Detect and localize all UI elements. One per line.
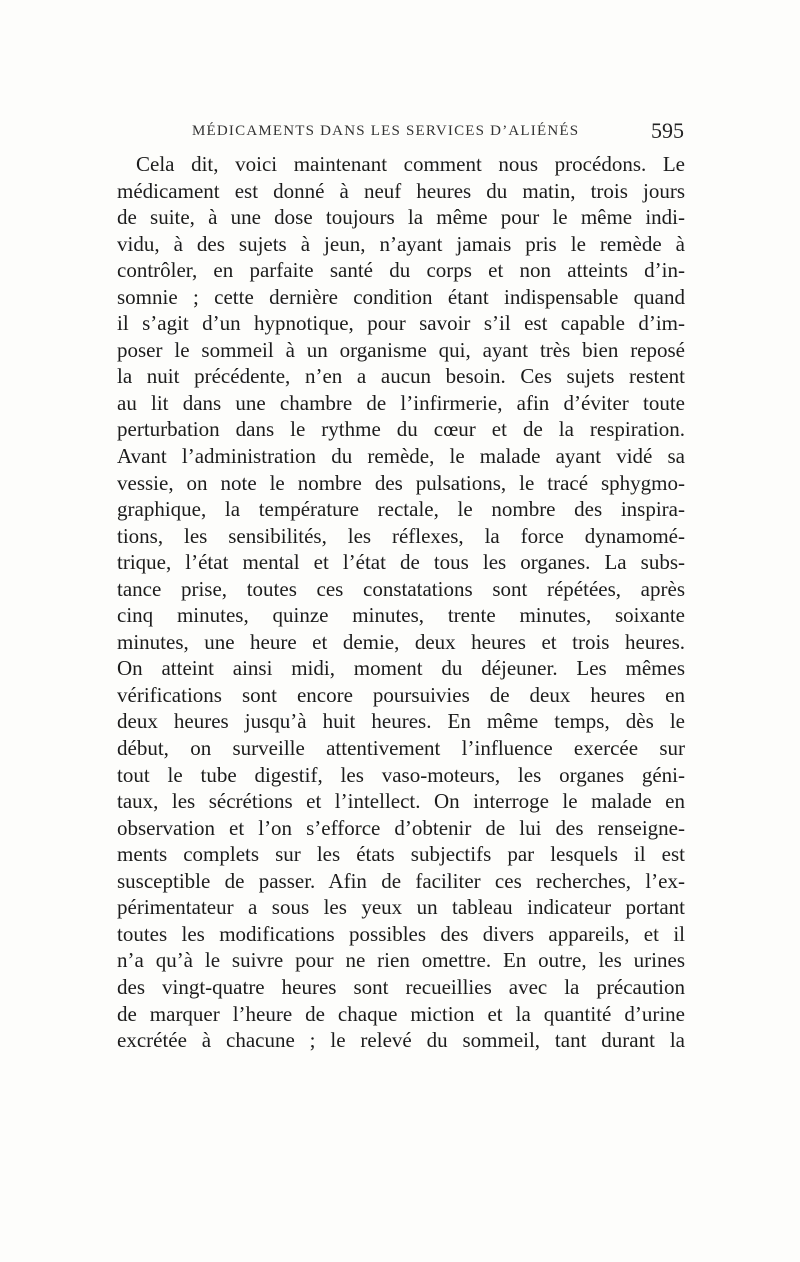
text-line: excrétée à chacune ; le relevé du sommeil, tant durant la xyxy=(117,1028,685,1053)
text-line: au lit dans une chambre de l’infirmerie, afin d’éviter toute xyxy=(117,390,685,415)
text-line: tout le tube digestif, les vaso-moteurs, les organes géni- xyxy=(117,762,685,787)
text-line: susceptible de passer. Afin de faciliter ces recherches, l’ex- xyxy=(117,868,685,893)
text-line: tions, les sensibilités, les réflexes, la force dynamomé- xyxy=(117,523,685,548)
text-line: Cela dit, voici maintenant comment nous procédons. Le xyxy=(136,152,685,176)
text-line: des vingt-quatre heures sont recueillies avec la précaution xyxy=(117,974,685,999)
text-line: taux, les sécrétions et l’intellect. On interroge le malade en xyxy=(117,789,685,814)
text-line: vérifications sont encore poursuivies de deux heures en xyxy=(117,682,685,707)
page-number: 595 xyxy=(651,118,684,143)
text-line: deux heures jusqu’à huit heures. En même temps, dès le xyxy=(117,709,685,734)
text-line: de suite, à une dose toujours la même pour le même indi- xyxy=(117,205,685,230)
text-line: périmentateur a sous les yeux un tableau indicateur portant xyxy=(117,895,685,920)
text-line: la nuit précédente, n’en a aucun besoin. Ces sujets restent xyxy=(117,364,685,389)
text-line: Avant l’administration du remède, le malade ayant vidé sa xyxy=(117,444,685,469)
text-line: toutes les modifications possibles des divers appareils, et il xyxy=(117,921,685,946)
text-line: cinq minutes, quinze minutes, trente minutes, soixante xyxy=(117,603,685,628)
text-line: observation et l’on s’efforce d’obtenir de lui des renseigne- xyxy=(117,815,685,840)
text-line: n’a qu’à le suivre pour ne rien omettre. En outre, les urines xyxy=(117,948,685,973)
text-line: médicament est donné à neuf heures du matin, trois jours xyxy=(117,178,685,203)
text-line: perturbation dans le rythme du cœur et de la respiration. xyxy=(117,417,685,442)
body-paragraph xyxy=(117,151,685,1054)
text-line: poser le sommeil à un organisme qui, ayant très bien reposé xyxy=(117,337,685,362)
running-title: MÉDICAMENTS DANS LES SERVICES D’ALIÉNÉS xyxy=(192,123,580,139)
text-line: de marquer l’heure de chaque miction et la quantité d’urine xyxy=(117,1001,685,1026)
text-line: minutes, une heure et demie, deux heures et trois heures. xyxy=(117,629,685,654)
text-line: graphique, la température rectale, le nombre des inspira- xyxy=(117,497,685,522)
text-line: On atteint ainsi midi, moment du déjeuner. Les mêmes xyxy=(117,656,685,681)
text-line: il s’agit d’un hypnotique, pour savoir s’il est capable d’im- xyxy=(117,311,685,336)
text-line: début, on surveille attentivement l’influence exercée sur xyxy=(117,736,685,761)
text-line: somnie ; cette dernière condition étant indispensable quand xyxy=(117,284,685,309)
text-line: vidu, à des sujets à jeun, n’ayant jamais pris le remède à xyxy=(117,231,685,256)
running-header xyxy=(192,118,684,148)
text-line: vessie, on note le nombre des pulsations, le tracé sphygmo- xyxy=(117,470,685,495)
text-line: ments complets sur les états subjectifs par lesquels il est xyxy=(117,842,685,867)
text-line: contrôler, en parfaite santé du corps et non atteints d’in- xyxy=(117,258,685,283)
text-line: trique, l’état mental et l’état de tous les organes. La subs- xyxy=(117,550,685,575)
text-line: tance prise, toutes ces constatations sont répétées, après xyxy=(117,576,685,601)
